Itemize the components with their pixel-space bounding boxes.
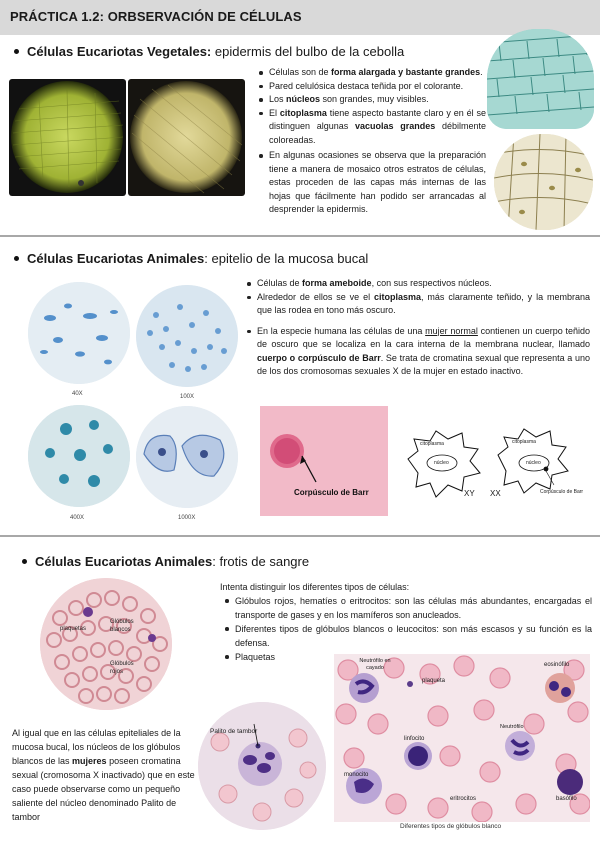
blood-intro: Intenta distinguir los diferentes tipos de células: [220,582,410,592]
drumstick-photo [198,702,326,830]
section-divider [0,235,600,237]
smear-label-plaquetas: plaquetas [60,626,87,632]
diagram-label-nucleus: núcleo [434,460,449,466]
list-item: Plaquetas [224,650,592,664]
section-heading-sangre [22,554,309,570]
leuco-label-plaqueta: plaqueta [422,678,446,684]
barr-body-photo [260,406,388,516]
leucocyte-caption: Diferentes tipos de glóbulos blanco [400,823,502,830]
leuco-label-linfocito: linfocito [404,736,425,742]
leuco-label-neutro-cayado: Neutrófilo en cayado [359,658,391,671]
onion-photo-green [9,79,126,196]
smear-label-blancos: Glóbulos blancos [110,619,134,633]
magnification-label: 400X [70,515,85,521]
heading-rest: epidermis del bulbo de la cebolla [211,44,405,59]
list-item: Células son de forma alargada y bastante grandes. [258,66,486,80]
section-heading-mucosa [14,251,368,267]
magnification-label: 1000X [178,515,196,521]
mucosa-micro-400x [28,405,130,507]
list-item: Glóbulos rojos, hematíes o eritrocitos: son las células más abundantes, encargadas el transporte de gases y en los mamíferos son anucleados. [224,594,592,622]
mucosa-micro-1000x [136,406,238,508]
magnification-label: 40X [72,391,83,397]
leuco-label-basofilo: basófilo [556,796,577,802]
page-title: PRÁCTICA 1.2: ORBSERVACIÓN DE CÉLULAS [10,9,302,24]
list-item: Diferentes tipos de glóbulos blancos o leucocitos: son más escasos y su función es la defensa. [224,622,592,650]
onion-cells-nuclei-photo [494,134,593,230]
mucosa-micro-40x [28,282,130,384]
diagram-caption-xx: XX [490,489,501,498]
heading-rest: : epitelio de la mucosa bucal [204,251,369,266]
blood-smear-photo [40,578,172,710]
barr-diagram [400,425,590,505]
section-divider [0,535,600,537]
list-item: En la especie humana las células de una mujer normal contienen un cuerpo teñido de oscuro que se localiza en la cara interna de la membrana nuclear, llamado cuerpo o corpúsculo de Barr. Se trata de cromatina sexual que representa a uno de los dos cromosomas sexuales X de la mujer en estado inactivo. [246,325,590,379]
onion-photo-yellow [128,79,245,196]
diagram-label-barr: Corpúsculo de Barr [540,489,584,495]
barr-body-label: Corpúsculo de Barr [294,488,369,497]
heading-bold: Células Eucariotas Animales [35,554,213,569]
mucosa-micro-100x [136,285,238,387]
heading-bold: Células Eucariotas Vegetales: [27,44,212,59]
leucocyte-types-photo [334,654,590,822]
diagram-label-cytoplasm: citoplasma [420,441,444,447]
vegetales-bullet-list [258,66,486,217]
bullet-dot [22,559,27,564]
heading-rest: : frotis de sangre [212,554,310,569]
leuco-label-monocito: monocito [344,772,369,778]
heading-bold: Células Eucariotas Animales [27,251,205,266]
list-item: Pared celulósica destaca teñida por el colorante. [258,80,486,94]
leuco-label-eritrocitos: eritrocitos [450,796,477,802]
list-item: Alrededor de ellos se ve el citoplasma, más claramente teñido, y la membrana que las rodea en tono más oscuro. [246,291,590,318]
onion-cells-teal-photo [487,29,594,129]
leuco-label-eosinofilo: eosinófilo [544,662,570,668]
drumstick-label: Palito de tambor [210,728,258,735]
smear-label-rojos: Glóbulos rojos [110,661,134,675]
drumstick-paragraph: Al igual que en las células epiteliales de la mucosa bucal, los núcleos de los glóbulos blancos de las mujeres poseen cromatina sexual (cromosoma X inactivado) que en este caso puede observarse como un pequeño saliente del núcleo denominado Palito de tambor [12,728,195,822]
list-item: Células de forma ameboide, con sus respectivos núcleos. [246,277,590,291]
diagram-label-nucleus: núcleo [526,460,541,466]
list-item: El citoplasma tiene aspecto bastante claro y en él se distinguen algunas vacuolas grandes débilmente coloreadas. [258,107,486,148]
mucosa-bullet-list [246,277,590,379]
bullet-dot [14,256,19,261]
section-heading-vegetales [14,44,404,60]
diagram-label-cytoplasm: citoplasma [512,439,536,445]
magnification-label: 100X [180,394,195,400]
bullet-dot [14,49,19,54]
list-item: En algunas ocasiones se observa que la preparación tiene a manera de mosaico otros estratos de células, estas proceden de las capas más internas de las hojas que fácilmente han podido ser arrancadas al desprender la epidermis. [258,149,486,217]
diagram-caption-xy: XY [464,489,475,498]
leuco-label-neutrofilo: Neutrófilo [500,724,524,730]
list-item: Los núcleos son grandes, muy visibles. [258,93,486,107]
